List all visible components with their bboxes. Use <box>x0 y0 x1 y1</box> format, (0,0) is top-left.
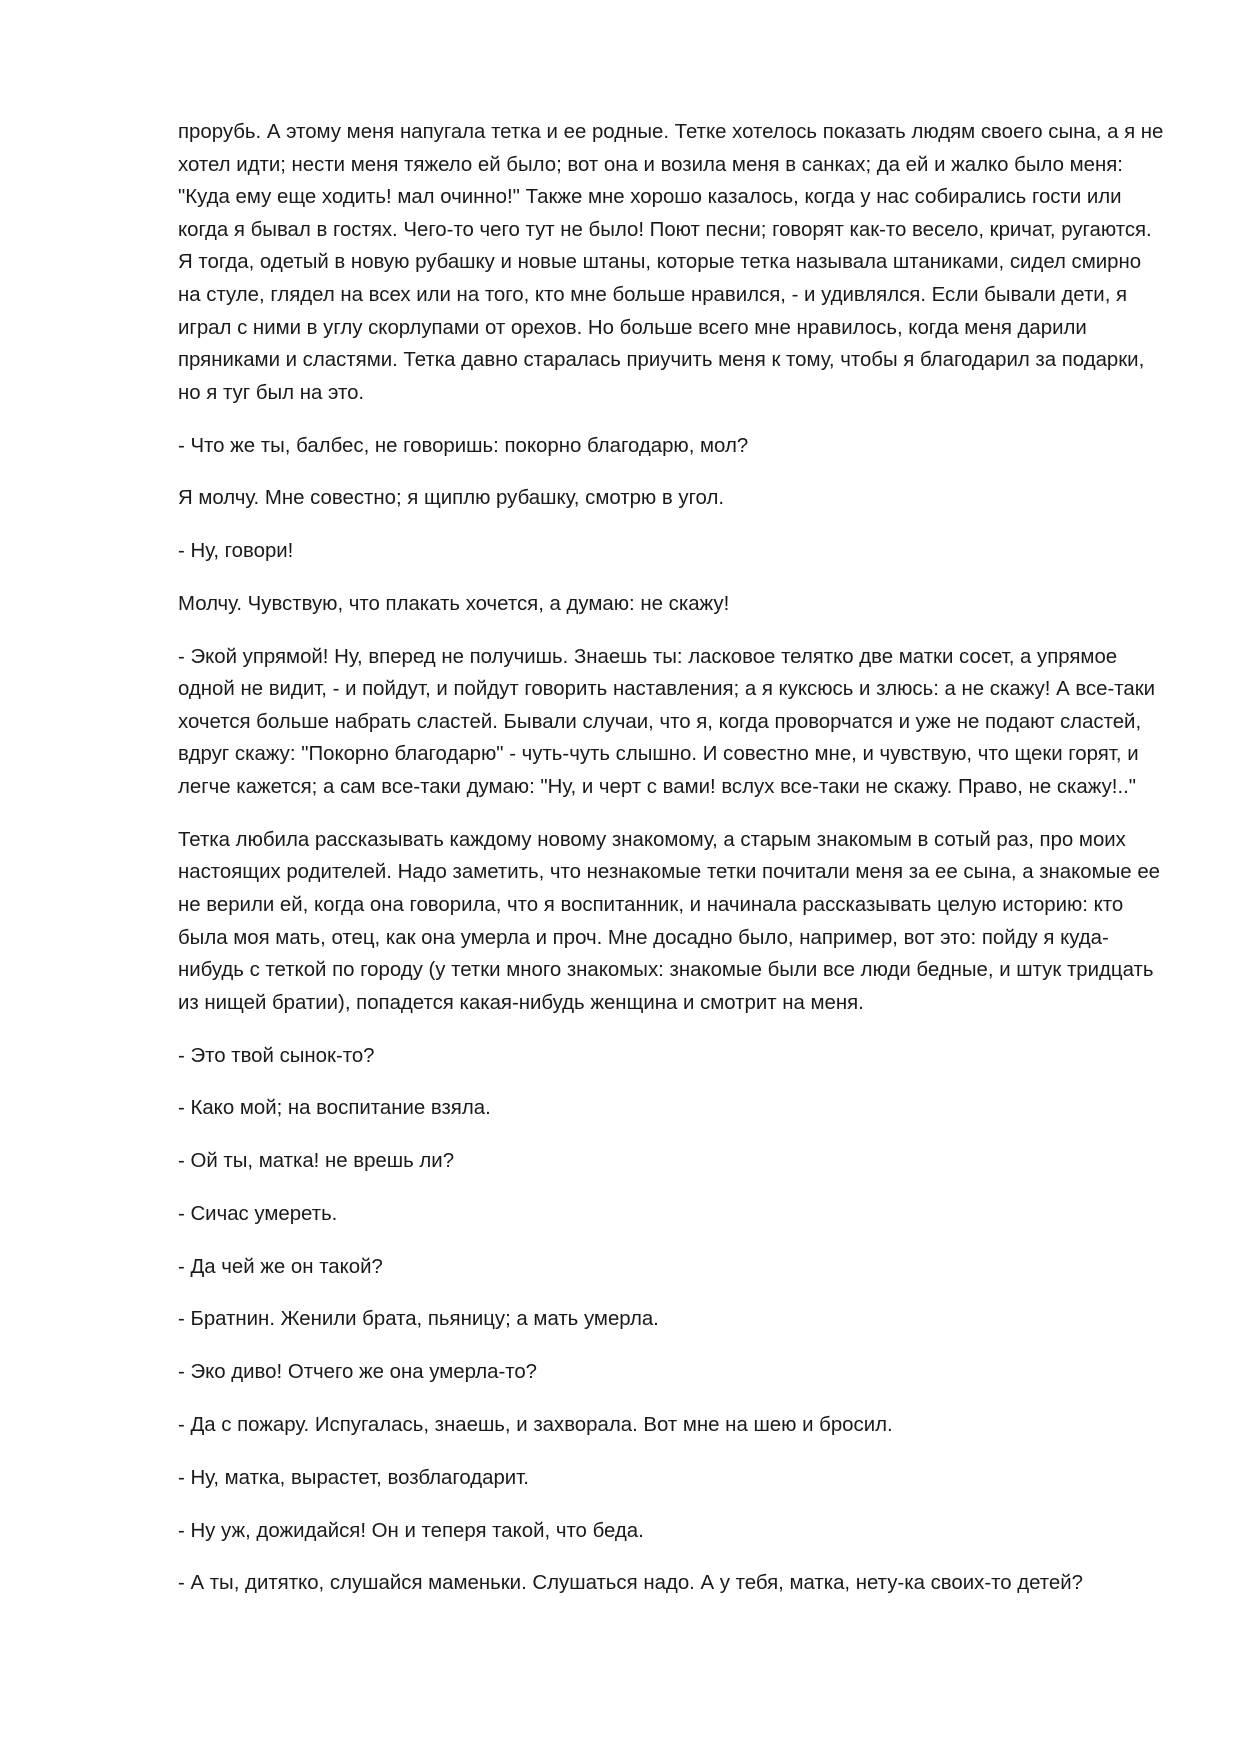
paragraph: Молчу. Чувствую, что плакать хочется, а думаю: не скажу! <box>178 592 730 615</box>
paragraph: Тетка любила рассказывать каждому новому знакомому, а старым знакомым в сотый раз, про моих настоящих родителей. Надо заметить, что незнакомые тетки почитали меня за ее сына, а знакомые ее не верили ей, когда она говорила, что я воспитанник, и начинала рассказывать целую историю: кто была моя мать, отец, как она умерла и проч. Мне досадно было, например, вот это: пойду я куда-нибудь с теткой по городу (у тетки много знакомых: знакомые были все люди бедные, и штук тридцать из нищей братии), попадется какая-нибудь женщина и смотрит на меня. <box>178 828 1160 1014</box>
paragraph: - Что же ты, балбес, не говоришь: покорно благодарю, мол? <box>178 434 749 457</box>
paragraph: Я молчу. Мне совестно; я щиплю рубашку, смотрю в угол. <box>178 487 725 510</box>
paragraph: - Да с пожару. Испугалась, знаешь, и захворала. Вот мне на шею и бросил. <box>178 1414 893 1437</box>
paragraph: - Братнин. Женили брата, пьяницу; а мать умерла. <box>178 1308 659 1331</box>
paragraph: - Это твой сынок-то? <box>178 1044 375 1067</box>
paragraph: - А ты, дитятко, слушайся маменьки. Слушаться надо. А у тебя, матка, нету-ка своих-то детей? <box>178 1572 1083 1595</box>
paragraph: - Ну, матка, вырастет, возблагодарит. <box>178 1466 529 1489</box>
paragraph: прорубь. А этому меня напугала тетка и ее родные. Тетке хотелось показать людям своего сына, а я не хотел идти; нести меня тяжело ей было; вот она и возила меня в санках; да ей и жалко было меня: "Куда ему еще ходить! мал очинно!" Также мне хорошо казалось, когда у нас собирались гости или когда я бывал в гостях. Чего-то чего тут не было! Поют песни; говорят как-то весело, кричат, ругаются. Я тогда, одетый в новую рубашку и новые штаны, которые тетка называла штаниками, сидел смирно на стуле, глядел на всех или на того, кто мне больше нравился, - и удивлялся. Если бывали дети, я играл с ними в углу скорлупами от орехов. Но больше всего мне нравилось, когда меня дарили пряниками и сластями. Тетка давно старалась приучить меня к тому, чтобы я благодарил за подарки, но я туг был на это. <box>178 121 1164 404</box>
paragraph: - Экой упрямой! Ну, вперед не получишь. Знаешь ты: ласковое телятко две матки сосет, а упрямое одной не видит, - и пойдут, и пойдут говорить наставления; а я куксюсь и злюсь: а не скажу! А все-таки хочется больше набрать сластей. Бывали случаи, что я, когда проворчатся и уже не подают сластей, вдруг скажу: "Покорно благодарю" - чуть-чуть слышно. И совестно мне, и чувствую, что щеки горят, и легче кажется; а сам все-таки думаю: "Ну, и черт с вами! вслух все-таки не скажу. Право, не скажу!.." <box>178 645 1156 799</box>
paragraph: - Эко диво! Отчего же она умерла-то? <box>178 1361 538 1384</box>
paragraph: - Ой ты, матка! не врешь ли? <box>178 1150 455 1173</box>
paragraph: - Сичас умереть. <box>178 1202 338 1225</box>
paragraph: - Да чей же он такой? <box>178 1255 383 1278</box>
document-page <box>178 116 1168 1620</box>
paragraph: - Како мой; на воспитание взяла. <box>178 1097 491 1120</box>
paragraph: - Ну, говори! <box>178 540 294 563</box>
paragraph: - Ну уж, дожидайся! Он и теперя такой, что беда. <box>178 1519 644 1542</box>
